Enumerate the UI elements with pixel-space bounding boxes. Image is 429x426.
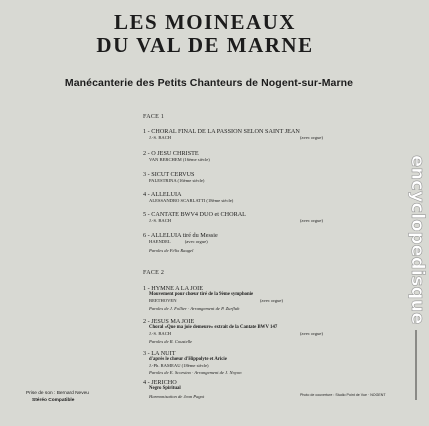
- track-credit-row: [143, 218, 323, 224]
- track-title: 1 - HYMNE A LA JOIE: [143, 285, 203, 292]
- sound-credit: [26, 390, 89, 397]
- face1-track-5: [143, 211, 323, 224]
- track-composer: ALESSANDRO SCARLATTI (18ème siècle): [149, 198, 234, 203]
- track-credit-row: [143, 363, 323, 369]
- track-title: 2 - JESUS MA JOIE: [143, 318, 195, 325]
- track-subtitle: Negro Spiritual: [149, 386, 181, 391]
- track-note: (avec orgue): [300, 218, 323, 223]
- track-extra: Paroles de R. Coustelle: [149, 339, 193, 344]
- track-composer: VAN BERCHEM (16ème siècle): [149, 157, 210, 162]
- face2-track-2: [143, 318, 323, 345]
- track-credit-row: [143, 178, 323, 184]
- title-line-2: DU VAL DE MARNE: [96, 33, 314, 57]
- track-note: (avec orgue): [260, 298, 283, 303]
- track-title: 2 - O JESU CHRISTE: [143, 150, 199, 157]
- watermark-text: encyclopedisque: [407, 155, 428, 325]
- track-credit-row: [143, 239, 323, 245]
- face-1-label: FACE 1: [143, 114, 165, 120]
- track-extra: Paroles de J. Follier · Arrangement de P. Zurfluh: [149, 306, 240, 311]
- track-subtitle: d'après le chœur d'Hippolyte et Aricie: [149, 357, 227, 362]
- track-credit-row: [143, 331, 323, 337]
- track-title: 6 - ALLELUIA tiré du Messie: [143, 232, 218, 239]
- face2-track-1: [143, 285, 323, 312]
- track-credit-row: [143, 135, 323, 141]
- track-credit-row: [143, 298, 323, 304]
- track-credit-row: [143, 157, 323, 163]
- track-composer: BEETHOVEN: [149, 298, 177, 303]
- track-subtitle: Choral «Que ma joie demeure» extrait de la Cantate BWV 147: [149, 325, 278, 330]
- track-composer: PALESTRINA (16ème siècle): [149, 178, 205, 183]
- track-extra: Paroles de E. Scorsino · Arrangement de J. Noyon: [149, 370, 242, 375]
- title-line-1: LES MOINEAUX: [114, 10, 296, 34]
- track-title: 1 - CHORAL FINAL DE LA PASSION SELON SAINT JEAN: [143, 128, 300, 135]
- track-title: 5 - CANTATE BWV4 DUO et CHORAL: [143, 211, 246, 218]
- stereo-notice: Stéréo Compatible: [32, 398, 75, 403]
- track-subtitle: Mouvement pour chœur tiré de la 9ème symphonie: [149, 292, 254, 297]
- face1-track-2: [143, 150, 323, 163]
- track-extra: Harmonisation de Jean Pagot: [149, 394, 205, 399]
- track-note: (avec orgue): [184, 239, 208, 244]
- production-credits: [26, 390, 89, 404]
- track-extra: Paroles de Félix Raugel: [149, 248, 194, 253]
- track-title: 3 - SICUT CERVUS: [143, 171, 195, 178]
- track-title: 4 - JERICHO: [143, 379, 177, 386]
- face-2-label: FACE 2: [143, 270, 165, 276]
- track-title: 3 - LA NUIT: [143, 350, 176, 357]
- face1-track-1: [143, 128, 323, 141]
- encyclopedisque-watermark: [392, 150, 428, 325]
- album-subtitle: Manécanterie des Petits Chanteurs de Nogent-sur-Marne: [64, 77, 354, 89]
- sound-credit-name: Bernard Neveu: [56, 391, 89, 396]
- face1-track-4: [143, 191, 323, 204]
- album-title: [60, 11, 350, 57]
- track-composer: J.-S. BACH: [149, 135, 172, 140]
- track-note: (avec orgue): [300, 135, 323, 140]
- face2-track-3: [143, 350, 323, 376]
- face1-track-3: [143, 171, 323, 184]
- fine-print-strip: [412, 330, 420, 400]
- sound-credit-label: Prise de son :: [26, 391, 56, 396]
- track-composer: J.-S. BACH: [149, 331, 172, 336]
- face2-track-4: [143, 379, 323, 400]
- face1-track-6: [143, 232, 323, 254]
- track-credit-row: [143, 198, 323, 204]
- track-title: 4 - ALLELUIA: [143, 191, 182, 198]
- track-composer: J.-S. BACH: [149, 218, 172, 223]
- track-composer: J.-Ph. RAMEAU (18ème siècle): [149, 363, 209, 368]
- track-composer: HAENDEL: [149, 239, 171, 244]
- photo-credit: Photo de couverture : Studio Point de Vue · NOGENT: [300, 393, 386, 397]
- track-note: (avec orgue): [300, 331, 323, 336]
